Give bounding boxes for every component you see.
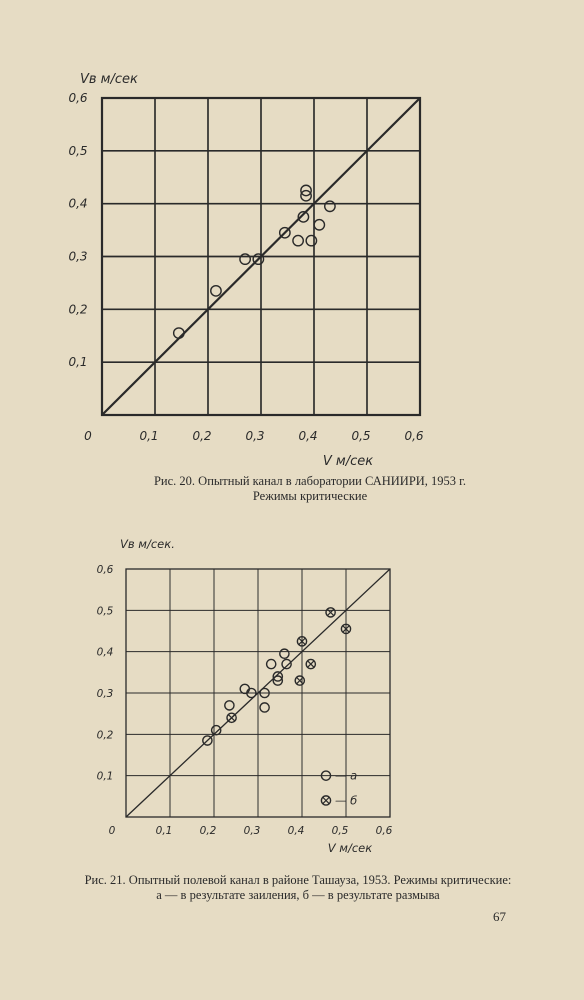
caption-fig20-line2: Режимы критические bbox=[252, 489, 368, 503]
y-tick-label: 0,3 bbox=[68, 249, 88, 264]
x-tick-label: 0,3 bbox=[245, 429, 265, 443]
data-point bbox=[267, 659, 276, 668]
data-point bbox=[314, 220, 324, 230]
x-tick-label: 0,4 bbox=[298, 429, 318, 443]
x-tick-label: 0 bbox=[108, 825, 116, 837]
x-tick-label: 0,1 bbox=[139, 429, 159, 443]
y-tick-label: 0,3 bbox=[96, 688, 114, 700]
y-tick-label: 0,2 bbox=[68, 302, 88, 317]
x-tick-label: 0 bbox=[84, 429, 92, 443]
x-tick-label: 0,5 bbox=[351, 429, 371, 443]
data-point bbox=[225, 701, 234, 710]
x-axis-label: V м/сек bbox=[322, 454, 374, 469]
y-tick-label: 0,2 bbox=[96, 729, 114, 742]
x-tick-label: 0,3 bbox=[243, 825, 261, 837]
y-tick-label: 0,6 bbox=[96, 564, 114, 576]
data-point bbox=[240, 684, 249, 693]
caption-fig20 bbox=[18, 474, 584, 504]
chart-fig20 bbox=[0, 55, 584, 470]
y-tick-label: 0,1 bbox=[68, 355, 88, 370]
x-tick-label: 0,6 bbox=[375, 825, 393, 837]
y-axis-label: Vв м/сек. bbox=[120, 537, 175, 551]
page-number: 67 bbox=[493, 909, 506, 924]
data-point bbox=[211, 286, 221, 296]
y-tick-label: 0,6 bbox=[68, 91, 88, 105]
x-axis-label: V м/сек bbox=[327, 841, 373, 855]
y-tick-label: 0,5 bbox=[96, 605, 114, 618]
x-tick-label: 0,5 bbox=[331, 825, 349, 837]
caption-fig20-line1: Рис. 20. Опытный канал в лаборатории САНИИРИ, 1953 г. bbox=[153, 474, 467, 488]
data-point bbox=[280, 649, 289, 658]
legend-label-a: — а bbox=[335, 768, 358, 783]
x-tick-label: 0,2 bbox=[199, 825, 217, 837]
y-axis-label: Vв м/сек bbox=[80, 72, 138, 87]
data-point bbox=[212, 726, 221, 735]
x-tick-label: 0,2 bbox=[192, 429, 212, 443]
y-tick-label: 0,1 bbox=[96, 770, 114, 783]
data-point bbox=[282, 659, 291, 668]
legend-label-b: — б bbox=[335, 793, 358, 808]
caption-fig21 bbox=[6, 873, 584, 903]
data-point bbox=[260, 703, 269, 712]
y-tick-label: 0,4 bbox=[96, 646, 114, 659]
data-point bbox=[325, 201, 335, 211]
y-tick-label: 0,5 bbox=[68, 143, 88, 158]
caption-fig21-line1: Рис. 21. Опытный полевой канал в районе Ташауза, 1953. Режимы критические: bbox=[84, 873, 512, 887]
data-point bbox=[306, 235, 316, 245]
x-tick-label: 0,1 bbox=[155, 825, 173, 837]
caption-fig21-line2: а — в результате заиления, б — в результате размыва bbox=[156, 888, 440, 902]
x-tick-label: 0,4 bbox=[287, 825, 305, 837]
data-point bbox=[174, 328, 184, 338]
y-tick-label: 0,4 bbox=[68, 196, 88, 211]
x-tick-label: 0,6 bbox=[404, 429, 424, 443]
data-point bbox=[293, 235, 303, 245]
chart-fig21 bbox=[0, 530, 584, 860]
data-point bbox=[240, 254, 250, 264]
